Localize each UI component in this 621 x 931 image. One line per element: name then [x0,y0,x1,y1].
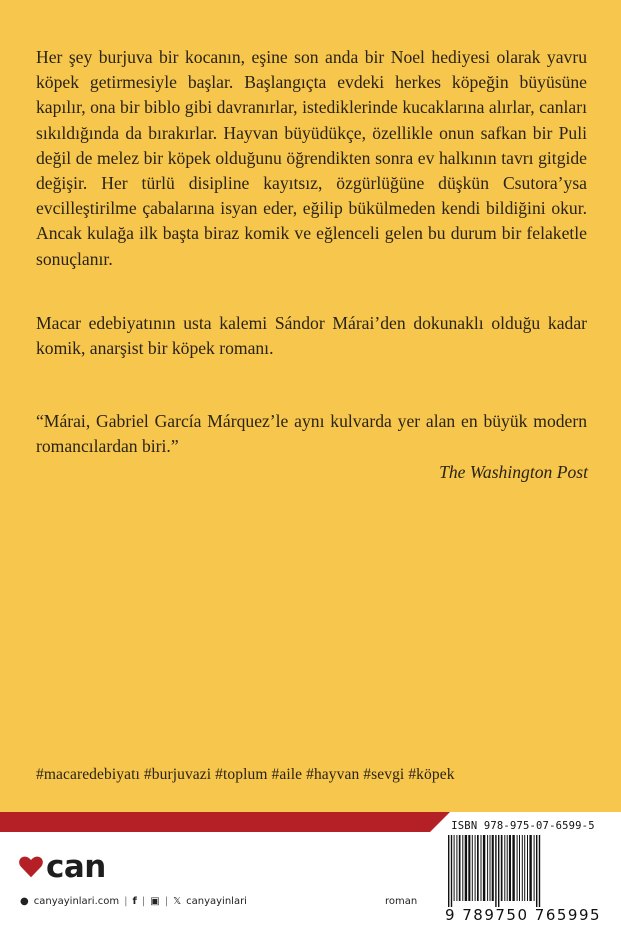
barcode-bar [517,835,518,901]
review-quote: “Márai, Gabriel García Márquez’le aynı kulvarda yer alan en büyük modern romancılardan biri.” [36,411,587,457]
barcode-bar [501,835,503,901]
barcode-bar [495,835,496,907]
isbn-barcode [440,820,606,930]
barcode-bar [456,835,457,901]
barcode-bar [522,835,523,901]
review-source: The Washington Post [439,462,588,482]
barcode-bar [451,835,452,907]
barcode-bar [468,835,470,901]
instagram-icon[interactable]: ▣ [150,896,160,907]
barcode-bar [448,835,449,907]
red-band [0,812,430,832]
barcode-bar [527,835,528,901]
barcode-bar [490,835,491,901]
hashtags: #macaredebiyatı #burjuvazi #toplum #aile #hayvan #sevgi #köpek [36,766,455,783]
barcode-bar [465,835,467,901]
barcode-bar [529,835,531,901]
divider: | [124,896,128,907]
barcode-bar [477,835,479,901]
barcode-bar [475,835,476,901]
divider: | [141,896,146,907]
isbn-label: ISBN 978-975-07-6599-5 [451,820,595,832]
barcode-bar [459,835,461,901]
tagline-paragraph: Macar edebiyatının usta kalemi Sándor Márai’den dokunaklı olduğu kadar komik, anarşist bir köpek romanı. [36,313,587,359]
barcode-bar [512,835,514,901]
x-icon[interactable]: 𝕏 [173,896,182,907]
barcode-bar [487,835,488,901]
heart-icon [18,854,44,880]
barcode-bar [509,835,511,901]
divider: | [164,896,169,907]
barcode-bar [504,835,505,901]
barcode-bar [498,835,499,907]
barcode-bar [534,835,535,901]
barcode-bar [519,835,520,901]
barcode-bar [472,835,473,901]
genre-label: roman [385,896,418,907]
barcode-bar [524,835,525,901]
barcode-bar [492,835,494,901]
barcode-bar [507,835,508,901]
publisher-footer [0,812,621,931]
facebook-icon[interactable]: f [132,896,137,907]
publisher-logo [18,848,106,886]
barcode-bar [481,835,482,901]
barcode-bar [462,835,463,901]
social-handle[interactable]: canyayinlari [186,896,247,907]
isbn-number: 9 789750 765995 [444,906,602,924]
globe-icon: ● [20,896,29,907]
barcode-bar [454,835,455,901]
social-links [20,896,247,907]
barcode-bars [440,835,606,907]
website-link[interactable]: canyayinlari.com [33,896,120,907]
barcode-bar [483,835,485,901]
logo-text: can [46,848,106,885]
barcode-bar [539,835,540,907]
blurb-paragraph: Her şey burjuva bir kocanın, eşine son anda bir Noel hediyesi olarak yavru köpek getirmesiyle başlar. Başlangıçta evdeki herkes köpeğin büyüsüne kapılır, ona bir biblo gibi davranırlar, istediklerinde kucaklarına alırlar, canları sıkıldığında da bırakırlar. Hayvan büyüdükçe, özellikle onun safkan bir Puli değil de melez bir köpek olduğunu öğrendikten sonra ev halkının tavrı gitgide değişir. Her türlü disipline kayıtsız, özgürlüğüne düşkün Csutora’ysa evcilleştirilme çabalarına isyan eder, eğilip bükülmeden kendi bildiğini okur. Ancak kulağa ilk başta biraz komik ve eğlenceli gelen bu durum bir felaketle sonuçlanır. [36,47,587,269]
barcode-bar [536,835,537,907]
